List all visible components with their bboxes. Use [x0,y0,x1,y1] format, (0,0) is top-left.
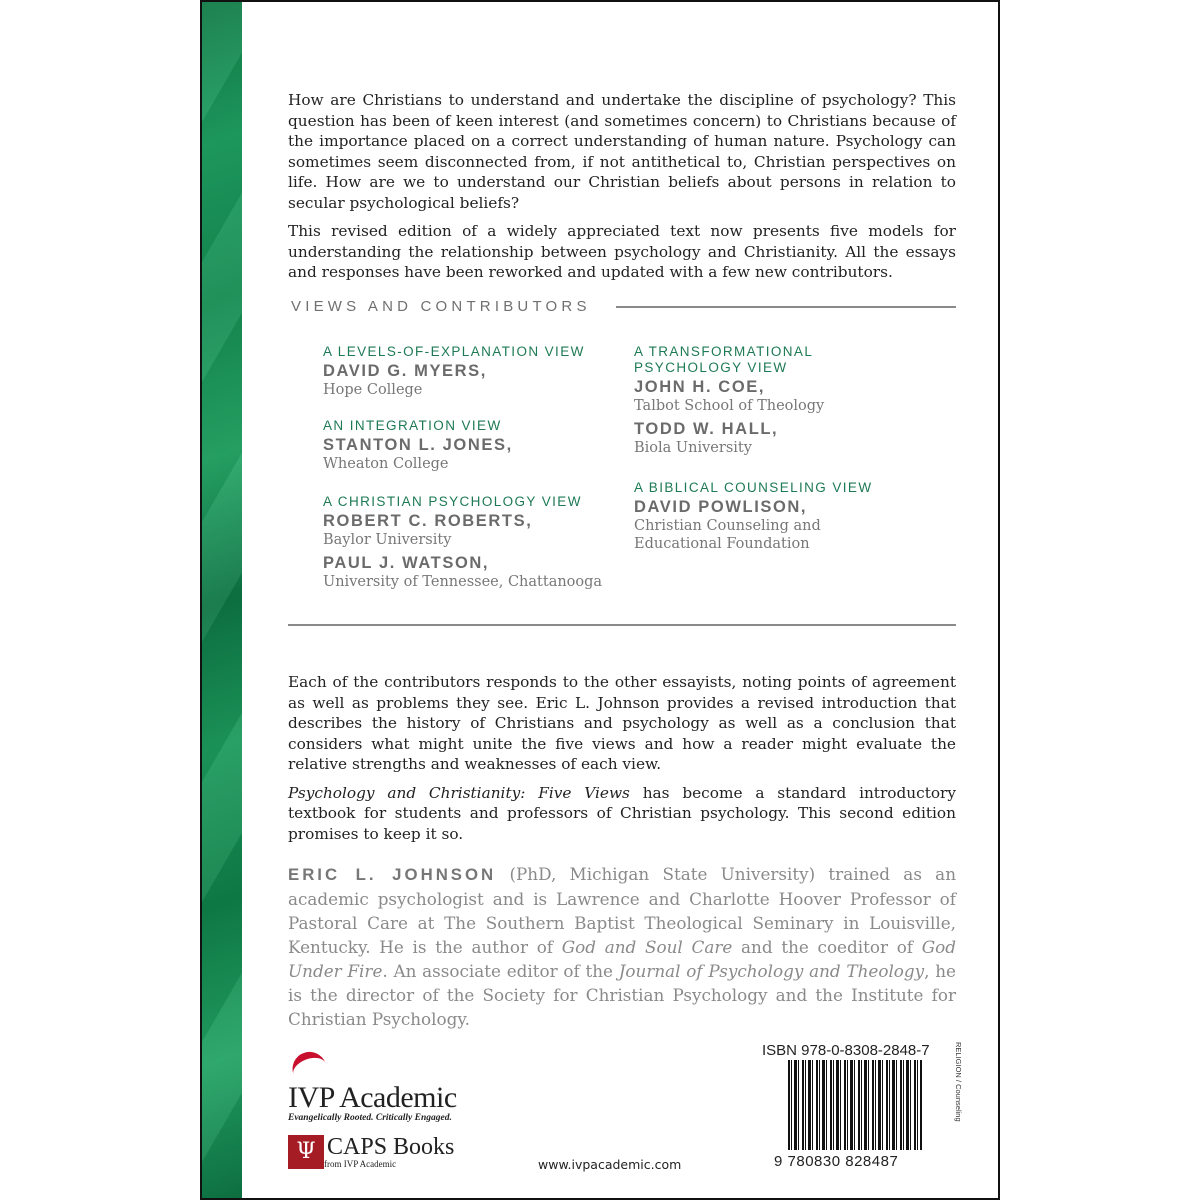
intro-paragraph-1: How are Christians to understand and undertake the discipline of psychology? This question has been of keen interest (and sometimes concern) to Christians because of the importance placed on a correct understanding of human nature. Psychology can sometimes seem disconnected from, if not antithetical to, Christian perspectives on life. How are we to understand our Christian beliefs about persons in relation to secular psychological beliefs? [288,91,956,212]
contributor-name: ROBERT C. ROBERTS, [323,512,533,530]
view-label: A LEVELS-OF-EXPLANATION VIEW [323,344,585,359]
category-label: RELIGION / Counseling [954,1042,963,1122]
publisher-tagline: Evangelically Rooted. Critically Engaged. [288,1113,452,1123]
text: , he is the director of the Society for Christian Psychology and the Institute for Christian Psychology. [288,961,956,1029]
outro-paragraph-1: Each of the contributors responds to the other essayists, noting points of agreement as well as problems they see. Eric L. Johnson provides a revised introduction that describes the history of Christians and psychology as well as a conclusion that considers what might unite the five views and how a reader might evaluate the relative strengths and weaknesses of each view. [288,673,956,773]
intro-text [288,90,956,291]
journal-title: Journal of Psychology and Theology [618,961,925,981]
green-spine-strip [202,2,242,1198]
contributor-affiliation: Educational Foundation [634,536,810,552]
contributor-name: PAUL J. WATSON, [323,554,490,572]
barcode-number: 9 780830 828487 [774,1153,899,1170]
view-christian-psychology [323,494,602,591]
caps-books-logo [288,1135,454,1169]
imprint-subtitle: from IVP Academic [324,1159,397,1169]
view-label: A CHRISTIAN PSYCHOLOGY VIEW [323,494,582,509]
contributor-name: TODD W. HALL, [634,420,779,438]
publisher-url: www.ivpacademic.com [538,1157,682,1172]
isbn: ISBN 978-0-8308-2848-7 [762,1042,930,1059]
contributor-affiliation: Baylor University [323,532,452,548]
views-section-title: VIEWS AND CONTRIBUTORS [291,298,591,315]
book-title: Psychology and Christianity: Five Views [288,783,630,802]
contributor-name: DAVID POWLISON, [634,498,808,516]
contributor-name: JOHN H. COE, [634,378,766,396]
intro-paragraph-2: This revised edition of a widely appreciated text now presents five models for understanding the relationship between psychology and Christianity. All the essays and responses have been reworked and updated with a few new contributors. [288,222,956,281]
outro-paragraph-2 [288,783,956,845]
contributor-affiliation: Hope College [323,382,423,398]
book-title: God and Soul Care [561,937,733,957]
book-title: God Under Fire [288,937,957,981]
outro-text [288,672,956,852]
psi-icon: Ψ [288,1135,324,1169]
text: . An associate editor of the [382,961,619,981]
contributor-affiliation: University of Tennessee, Chattanooga [323,574,603,590]
contributor-affiliation: Christian Counseling and [634,518,821,534]
view-label: A BIBLICAL COUNSELING VIEW [634,480,873,495]
contributor-affiliation: Wheaton College [323,456,449,472]
view-label: AN INTEGRATION VIEW [323,418,502,433]
text: has become a standard introductory textbook for students and professors of Christian psychology. This second edition promises to keep it so. [288,783,957,843]
ivp-academic-logo [288,1052,457,1123]
author-name: ERIC L. JOHNSON [288,865,497,884]
imprint-name: CAPS Books [327,1134,455,1160]
view-label: A TRANSFORMATIONAL [634,344,814,359]
author-bio [288,862,956,1031]
view-levels-of-explanation [323,344,585,399]
contributor-name: STANTON L. JONES, [323,436,513,454]
divider [288,624,956,626]
book-back-cover [200,0,1000,1200]
barcode [788,1060,922,1150]
text: (PhD, Michigan State University) trained as an academic psychologist and is Lawrence and Charlotte Hoover Professor of Pastoral Care at The Southern Baptist Theological Seminary in Louisville, Kentucky. He is the author of [288,864,957,957]
contributor-affiliation: Biola University [634,440,752,456]
view-label: PSYCHOLOGY VIEW [634,360,788,375]
view-biblical-counseling [634,480,872,553]
contributor-affiliation: Talbot School of Theology [634,398,825,414]
view-integration [323,418,513,473]
divider [616,306,956,308]
publisher-name: IVP Academic [288,1081,457,1114]
view-transformational-psychology [634,344,824,457]
contributor-name: DAVID G. MYERS, [323,362,487,380]
text: and the coeditor of [732,937,922,957]
